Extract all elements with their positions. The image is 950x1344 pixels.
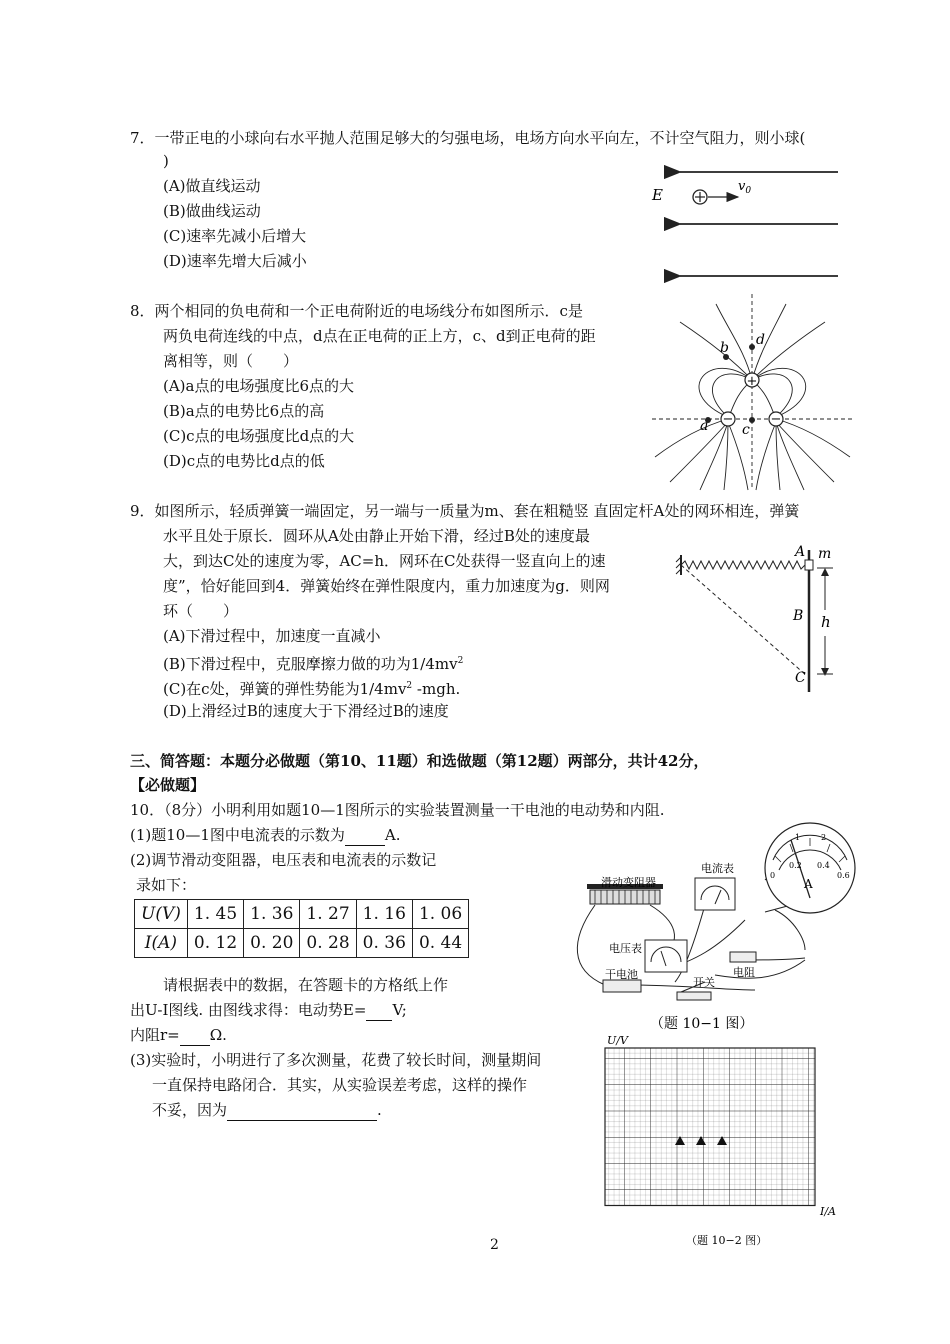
caption-fig10-1: （题 10−1 图） <box>650 1016 754 1032</box>
label-a: a <box>700 418 709 434</box>
q9-option-a: (A)下滑过程中，加速度一直减小 <box>163 627 381 645</box>
resistor <box>730 952 756 962</box>
svg-text:0.6: 0.6 <box>837 871 850 880</box>
table-row <box>135 929 469 958</box>
q9-stem-line2: 水平且处于原长．圆环从A处由静止开始下滑，经过B处的速度最 <box>163 527 590 545</box>
q8-stem-line2: 两负电荷连线的中点，d点在正电荷的正上方，c、d到正电荷的距 <box>163 327 596 345</box>
section3-title: 三、简答题：本题分必做题（第10、11题）和选做题（第12题）两部分，共计42分， <box>130 752 709 770</box>
label-resistor: 电阻 <box>733 966 755 979</box>
section3-sub: 【必做题】 <box>130 776 206 794</box>
svg-text:0: 0 <box>770 871 776 880</box>
q10-part2-line2: 录如下： <box>136 876 197 894</box>
q10-figure-ui-grid <box>598 1032 843 1252</box>
q10-part2-line1: (2)调节滑动变阻器，电压表和电流表的示数记 <box>130 851 437 869</box>
q9-stem-line3: 大，到达C处的速度为零，AC=h．网环在C处获得一竖直向上的速 <box>163 552 606 570</box>
q10-after-line3: 内阻r= Ω. <box>130 1026 227 1044</box>
ammeter-magnified <box>765 823 855 913</box>
label-c: c <box>742 422 750 438</box>
q7-option-d: (D)速率先增大后减小 <box>163 252 307 270</box>
q10-after-line2: 出U-I图线. 由图线求得：电动势E= V; <box>130 1001 407 1019</box>
svg-text:2: 2 <box>821 833 827 842</box>
voltmeter <box>645 940 687 972</box>
q8-stem-line1: 8．两个相同的负电荷和一个正电荷附近的电场线分布如图所示．c是 <box>130 302 583 320</box>
q9-option-d: (D)上滑经过B的速度大于下滑经过B的速度 <box>163 702 449 720</box>
q7-option-c: (C)速率先减小后增大 <box>163 227 307 245</box>
q7-figure-field <box>640 160 850 285</box>
table-row <box>135 900 469 929</box>
svg-text:1: 1 <box>795 833 801 842</box>
cell: 1. 06 <box>412 900 468 929</box>
ring <box>805 560 813 570</box>
q9-option-b: (B)下滑过程中，克服摩擦力做的功为$1/4mv^2$ <box>163 655 464 673</box>
q7-stem-line1: 7．一带正电的小球向右水平抛人范围足够大的匀强电场，电场方向水平向左，不计空气阻力，则小球( <box>130 129 806 147</box>
q9-stem-line5: 环（ ） <box>163 602 239 620</box>
svg-text:0.2: 0.2 <box>789 861 802 870</box>
cell: 0. 20 <box>244 929 300 958</box>
y-axis-label: U/V <box>607 1034 628 1047</box>
svg-text:−: − <box>722 412 734 427</box>
field-label: E <box>652 186 663 204</box>
q10-part3-line1: (3)实验时，小明进行了多次测量，花费了较长时间，测量期间 <box>130 1051 542 1069</box>
svg-text:+: + <box>746 374 758 389</box>
label-ammeter: 电流表 <box>701 862 734 875</box>
q9-stem-line1: 9．如图所示，轻质弹簧一端固定，另一端与一质量为m、套在粗糙竖 直固定杆A处的网环相连，弹簧 <box>130 502 800 520</box>
q8-option-b: (B)a点的电势比6点的高 <box>163 402 325 420</box>
label-switch: 开关 <box>693 976 715 989</box>
q7-option-b: (B)做曲线运动 <box>163 202 261 220</box>
battery <box>603 980 641 992</box>
q9-figure-spring <box>675 540 850 695</box>
q9-option-c: (C)在c处，弹簧的弹性势能为$1/4mv^2$ -mgh. <box>163 680 461 698</box>
page-number: 2 <box>490 1237 499 1253</box>
q9-stem-line4: 度”，恰好能回到4．弹簧始终在弹性限度内，重力加速度为g．则网 <box>163 577 610 595</box>
label-B: B <box>793 608 804 624</box>
meter-letter: A <box>804 877 813 891</box>
svg-text:0.4: 0.4 <box>817 861 830 870</box>
q8-figure-field-lines <box>650 292 860 492</box>
cell: 1. 45 <box>187 900 243 929</box>
cell: 1. 27 <box>300 900 356 929</box>
cell: 1. 16 <box>356 900 412 929</box>
q7-option-a: (A)做直线运动 <box>163 177 261 195</box>
switch <box>677 992 711 1000</box>
q10-part3-line2: 一直保持电路闭合．其实，从实验误差考虑，这样的操作 <box>152 1076 528 1094</box>
q8-option-a: (A)a点的电场强度比6点的大 <box>163 377 355 395</box>
q8-stem-line3: 离相等，则（ ） <box>163 352 299 370</box>
q10-part1: (1)题10—1图中电流表的示数为 A. <box>130 826 401 844</box>
q10-part3-line3: 不妥，因为 . <box>152 1101 382 1119</box>
label-d: d <box>756 332 765 348</box>
point-c <box>749 417 755 423</box>
velocity-label: $v_0$ <box>738 179 752 196</box>
grid-area <box>605 1048 815 1206</box>
label-voltmeter: 电压表 <box>609 942 642 955</box>
svg-text:−: − <box>770 412 782 427</box>
x-axis-label: I/A <box>820 1205 836 1218</box>
q10-after-line1: 请根据表中的数据，在答题卡的方格纸上作 <box>163 976 449 994</box>
cell: 0. 36 <box>356 929 412 958</box>
point-d <box>749 344 755 350</box>
cell: 0. 12 <box>187 929 243 958</box>
label-b: b <box>720 340 729 356</box>
row-label-u: U(V) <box>135 900 188 929</box>
label-A: A <box>795 544 806 560</box>
label-h: h <box>821 613 831 631</box>
label-battery: 干电池 <box>605 968 638 981</box>
q8-option-d: (D)c点的电势比d点的低 <box>163 452 325 470</box>
caption-fig10-2: （题 10−2 图） <box>686 1234 768 1247</box>
row-label-i: I(A) <box>135 929 188 958</box>
cell: 0. 44 <box>412 929 468 958</box>
ammeter <box>695 878 735 910</box>
label-rheostat: 滑动变阻器 <box>601 876 656 889</box>
q7-stem-line2: ) <box>163 152 169 170</box>
q10-figure-apparatus <box>565 810 860 1035</box>
q10-stem: 10．（8分）小明利用如题10—1图所示的实验装置测量一干电池的电动势和内阻. <box>130 801 665 819</box>
label-C: C <box>795 670 806 686</box>
q8-option-c: (C)c点的电场强度比d点的大 <box>163 427 355 445</box>
cell: 1. 36 <box>244 900 300 929</box>
q10-data-table <box>134 899 469 958</box>
spring <box>681 561 805 569</box>
cell: 0. 28 <box>300 929 356 958</box>
label-m: m <box>818 546 832 562</box>
